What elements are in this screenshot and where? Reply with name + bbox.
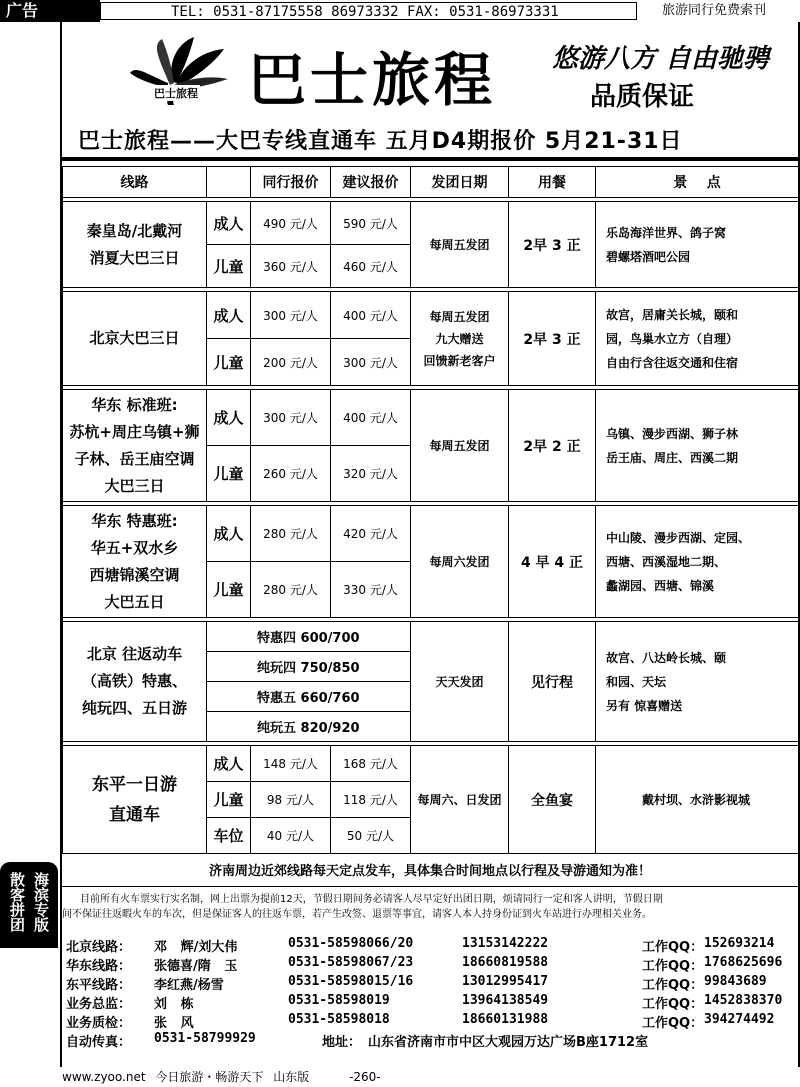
side-tab-col-1: 散客拼团 xyxy=(8,872,26,932)
kind-cell: 儿童 xyxy=(207,446,251,502)
peer-price: 300 元/人 xyxy=(251,292,331,339)
col-header-kind xyxy=(207,167,251,198)
col-header-suggest-price: 建议报价 xyxy=(331,167,411,198)
logo-small-text: 巴士旅程 xyxy=(154,87,198,100)
train-ticket-rules xyxy=(62,892,798,922)
route-name: 北京 往返动车 （高铁）特惠、 纯玩四、五日游 xyxy=(63,622,207,742)
contact-row: 华东线路： 张德喜/隋 玉 0531-58598067/23 18660819588 工作QQ： 1768625696 xyxy=(66,955,783,974)
footer-site: www.zyoo.net xyxy=(62,1070,146,1084)
route-name: 东平一日游 直通车 xyxy=(63,746,207,854)
col-header-sights: 景 点 xyxy=(596,167,799,198)
meal-cell: 见行程 xyxy=(509,622,596,742)
title-rule xyxy=(62,157,798,161)
table-row xyxy=(63,622,799,652)
slogan-line-1: 悠游八方 自由驰骋 xyxy=(552,44,770,74)
col-header-meals: 用餐 xyxy=(509,167,596,198)
suggest-price: 420 元/人 xyxy=(331,506,411,562)
departure-cell: 每周六发团 xyxy=(411,506,509,618)
meal-cell: 2早 2 正 xyxy=(509,390,596,502)
peer-price: 148 元/人 xyxy=(251,746,331,782)
peer-price: 260 元/人 xyxy=(251,446,331,502)
peer-price: 360 元/人 xyxy=(251,245,331,288)
suggest-price: 590 元/人 xyxy=(331,202,411,245)
suggest-price: 118 元/人 xyxy=(331,782,411,818)
suggest-price: 168 元/人 xyxy=(331,746,411,782)
route-name: 秦皇岛/北戴河 消夏大巴三日 xyxy=(63,202,207,288)
kind-cell: 儿童 xyxy=(207,245,251,288)
contact-row: 东平线路： 李红燕/杨雪 0531-58598015/16 13012995417 工作QQ： 99843689 xyxy=(66,974,767,993)
departure-cell: 每周六、日发团 xyxy=(411,746,509,854)
meal-cell: 4 早 4 正 xyxy=(509,506,596,618)
table-row xyxy=(63,390,799,446)
tel-fax-line: TEL: 0531-87175558 86973332 FAX: 0531-86973331 xyxy=(100,2,637,20)
kind-cell: 儿童 xyxy=(207,339,251,386)
peer-price: 98 元/人 xyxy=(251,782,331,818)
contact-list xyxy=(66,936,796,1050)
suggest-price: 400 元/人 xyxy=(331,390,411,446)
footer-edition: 山东版 xyxy=(273,1070,310,1084)
schedule-note: 济南周边近郊线路每天定点发车，具体集合时间地点以行程及导游通知为准！ xyxy=(62,857,798,887)
side-tab xyxy=(0,862,58,948)
brand-name: 巴士旅程 xyxy=(248,46,497,114)
suggest-price: 460 元/人 xyxy=(331,245,411,288)
index-tag: 旅游同行免费索刊 xyxy=(662,3,767,18)
suggest-price: 300 元/人 xyxy=(331,339,411,386)
suggest-price: 50 元/人 xyxy=(331,818,411,854)
peer-price: 40 元/人 xyxy=(251,818,331,854)
rule-line: 目前所有火车票实行实名制，网上出票为提前12天，节假日期间务必请客人尽早定好出团日期，烦请同行一定和客人讲明，节假日期 xyxy=(80,894,663,905)
kind-cell: 车位 xyxy=(207,818,251,854)
peer-price: 280 元/人 xyxy=(251,506,331,562)
sights-cell: 乐岛海洋世界、鸽子窝 碧螺塔酒吧公园 xyxy=(596,202,799,288)
package-price: 纯玩五 820/920 xyxy=(207,712,411,742)
kind-cell: 儿童 xyxy=(207,782,251,818)
price-table xyxy=(62,166,799,854)
sights-cell: 中山陵、漫步西湖、定园、 西塘、西溪湿地二期、 蠡湖园、西塘、锦溪 xyxy=(596,506,799,618)
footer-slogan: 今日旅游・畅游天下 xyxy=(155,1070,264,1084)
fax-address-row: 自动传真： 0531-58799929 地址： 山东省济南市市中区大观园万达广场B座1712室 xyxy=(66,1031,649,1050)
page-footer xyxy=(62,1069,381,1085)
departure-cell: 每周五发团 九大赠送 回馈新老客户 xyxy=(411,292,509,386)
suggest-price: 330 元/人 xyxy=(331,562,411,618)
sights-cell: 故宫、八达岭长城、颐 和园、天坛 另有 惊喜赠送 xyxy=(596,622,799,742)
meal-cell: 全鱼宴 xyxy=(509,746,596,854)
contact-row: 业务总监： 刘 栋 0531-58598019 13964138549 工作QQ： 1452838370 xyxy=(66,993,783,1012)
footer-page: -260- xyxy=(349,1070,381,1084)
meal-cell: 2早 3 正 xyxy=(509,292,596,386)
departure-cell: 天天发团 xyxy=(411,622,509,742)
slogan-line-2: 品质保证 xyxy=(590,82,695,112)
route-name: 北京大巴三日 xyxy=(63,292,207,386)
package-price: 特惠四 600/700 xyxy=(207,622,411,652)
table-row xyxy=(63,746,799,782)
table-row xyxy=(63,506,799,562)
kind-cell: 成人 xyxy=(207,746,251,782)
company-logo xyxy=(128,35,236,105)
table-row xyxy=(63,202,799,245)
departure-cell: 每周五发团 xyxy=(411,202,509,288)
kind-cell: 成人 xyxy=(207,202,251,245)
rule-line: 间不保证往返暇火车的车次，但是保证客人的往返车票，若产生改签、退票等事宜，请客人本人持身份证到火车站进行办理相关业务。 xyxy=(62,909,652,920)
table-row xyxy=(63,292,799,339)
table-header-row xyxy=(63,167,799,198)
package-price: 特惠五 660/760 xyxy=(207,682,411,712)
col-header-peer-price: 同行报价 xyxy=(251,167,331,198)
route-name: 华东 标准班: 苏杭+周庄乌镇+狮 子林、岳王庙空调 大巴三日 xyxy=(63,390,207,502)
meal-cell: 2早 3 正 xyxy=(509,202,596,288)
kind-cell: 成人 xyxy=(207,292,251,339)
peer-price: 490 元/人 xyxy=(251,202,331,245)
peer-price: 280 元/人 xyxy=(251,562,331,618)
col-header-departure: 发团日期 xyxy=(411,167,509,198)
kind-cell: 成人 xyxy=(207,390,251,446)
route-name: 华东 特惠班: 华五+双水乡 西塘锦溪空调 大巴五日 xyxy=(63,506,207,618)
ad-tag: 广告 xyxy=(0,0,100,22)
kind-cell: 成人 xyxy=(207,506,251,562)
kind-cell: 儿童 xyxy=(207,562,251,618)
col-header-route: 线路 xyxy=(63,167,207,198)
peer-price: 200 元/人 xyxy=(251,339,331,386)
sights-cell: 乌镇、漫步西湖、狮子林 岳王庙、周庄、西溪二期 xyxy=(596,390,799,502)
sights-cell: 故宫，居庸关长城，颐和 园，鸟巢水立方（自理） 自由行含往返交通和住宿 xyxy=(596,292,799,386)
peer-price: 300 元/人 xyxy=(251,390,331,446)
suggest-price: 320 元/人 xyxy=(331,446,411,502)
departure-cell: 每周五发团 xyxy=(411,390,509,502)
header-bar xyxy=(0,0,800,22)
page-subtitle: 巴士旅程——大巴专线直通车 五月D4期报价 5月21-31日 xyxy=(78,129,683,154)
package-price: 纯玩四 750/850 xyxy=(207,652,411,682)
suggest-price: 400 元/人 xyxy=(331,292,411,339)
side-tab-col-2: 海滨专版 xyxy=(32,872,50,932)
sights-cell: 戴村坝、水浒影视城 xyxy=(596,746,799,854)
contact-row: 业务质检： 张 风 0531-58598018 18660131988 工作QQ： 394274492 xyxy=(66,1012,775,1031)
contact-row: 北京线路： 邓 辉/刘大伟 0531-58598066/20 13153142222 工作QQ： 152693214 xyxy=(66,936,775,955)
